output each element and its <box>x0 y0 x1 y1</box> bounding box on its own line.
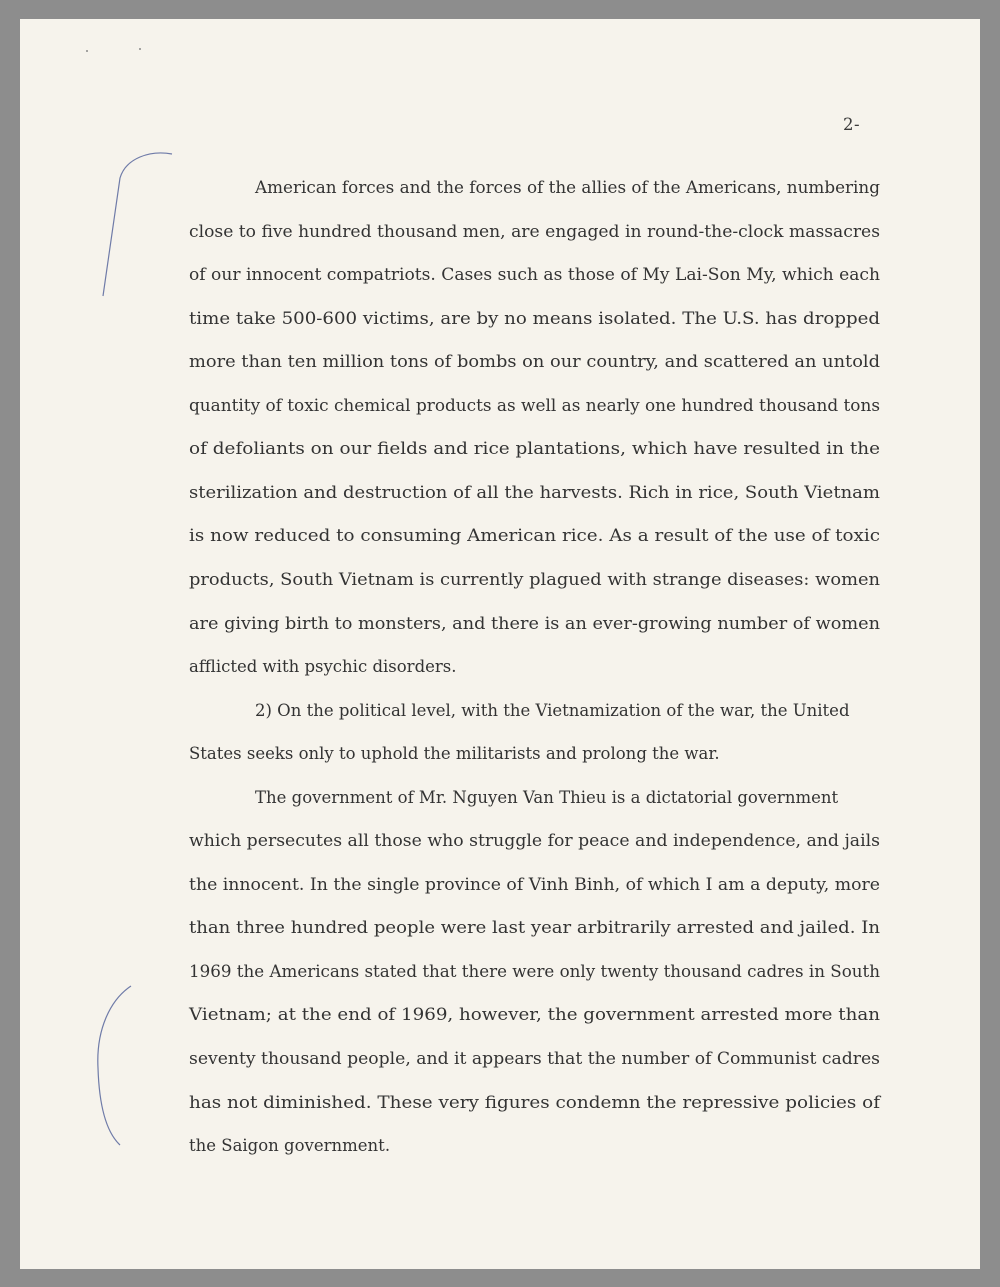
text-line: has not diminished. These very figures condemn the repressive policies of <box>189 1092 880 1112</box>
text-line: the innocent. In the single province of Vinh Binh, of which I am a deputy, more <box>189 874 880 894</box>
text-line: The government of Mr. Nguyen Van Thieu is a dictatorial government <box>255 787 839 807</box>
text-line: States seeks only to uphold the militarists and prolong the war. <box>189 744 720 764</box>
text-line: of our innocent compatriots. Cases such as those of My Lai-Son My, which each <box>189 265 880 285</box>
text-line: Vietnam; at the end of 1969, however, the government arrested more than <box>189 1005 880 1025</box>
text-line: American forces and the forces of the allies of the Americans, numbering <box>255 178 880 197</box>
text-line: afflicted with psychic disorders. <box>189 657 457 677</box>
text-line: 2) On the political level, with the Vietnamization of the war, the United <box>255 700 850 720</box>
text-line: seventy thousand people, and it appears that the number of Communist cadres <box>189 1049 880 1068</box>
text-line: the Saigon government. <box>189 1136 391 1156</box>
text-line: 1969 the Americans stated that there were only twenty thousand cadres in South <box>189 961 881 981</box>
text-line: is now reduced to consuming American rice. As a result of the use of toxic <box>189 526 880 546</box>
text-line: products, South Vietnam is currently plagued with strange diseases: women <box>189 569 880 589</box>
text-line: time take 500-600 victims, are by no means isolated. The U.S. has dropped <box>189 308 880 328</box>
text-line: are giving birth to monsters, and there is an ever-growing number of women <box>189 613 880 633</box>
text-line: more than ten million tons of bombs on our country, and scattered an untold <box>189 352 880 372</box>
text-line: than three hundred people were last year arbitrarily arrested and jailed. In <box>189 918 880 938</box>
text-line: quantity of toxic chemical products as well as nearly one hundred thousand tons <box>189 395 880 415</box>
text-line: close to five hundred thousand men, are engaged in round-the-clock massacres <box>189 221 880 241</box>
text-line: sterilization and destruction of all the harvests. Rich in rice, South Vietnam <box>189 482 880 502</box>
margin-bracket-top <box>103 153 172 296</box>
text-line: which persecutes all those who struggle for peace and independence, and jails <box>189 831 881 851</box>
page-number: 2- <box>843 115 861 134</box>
margin-bracket-bottom <box>98 986 131 1145</box>
text-line: of defoliants on our fields and rice plantations, which have resulted in the <box>189 439 880 459</box>
